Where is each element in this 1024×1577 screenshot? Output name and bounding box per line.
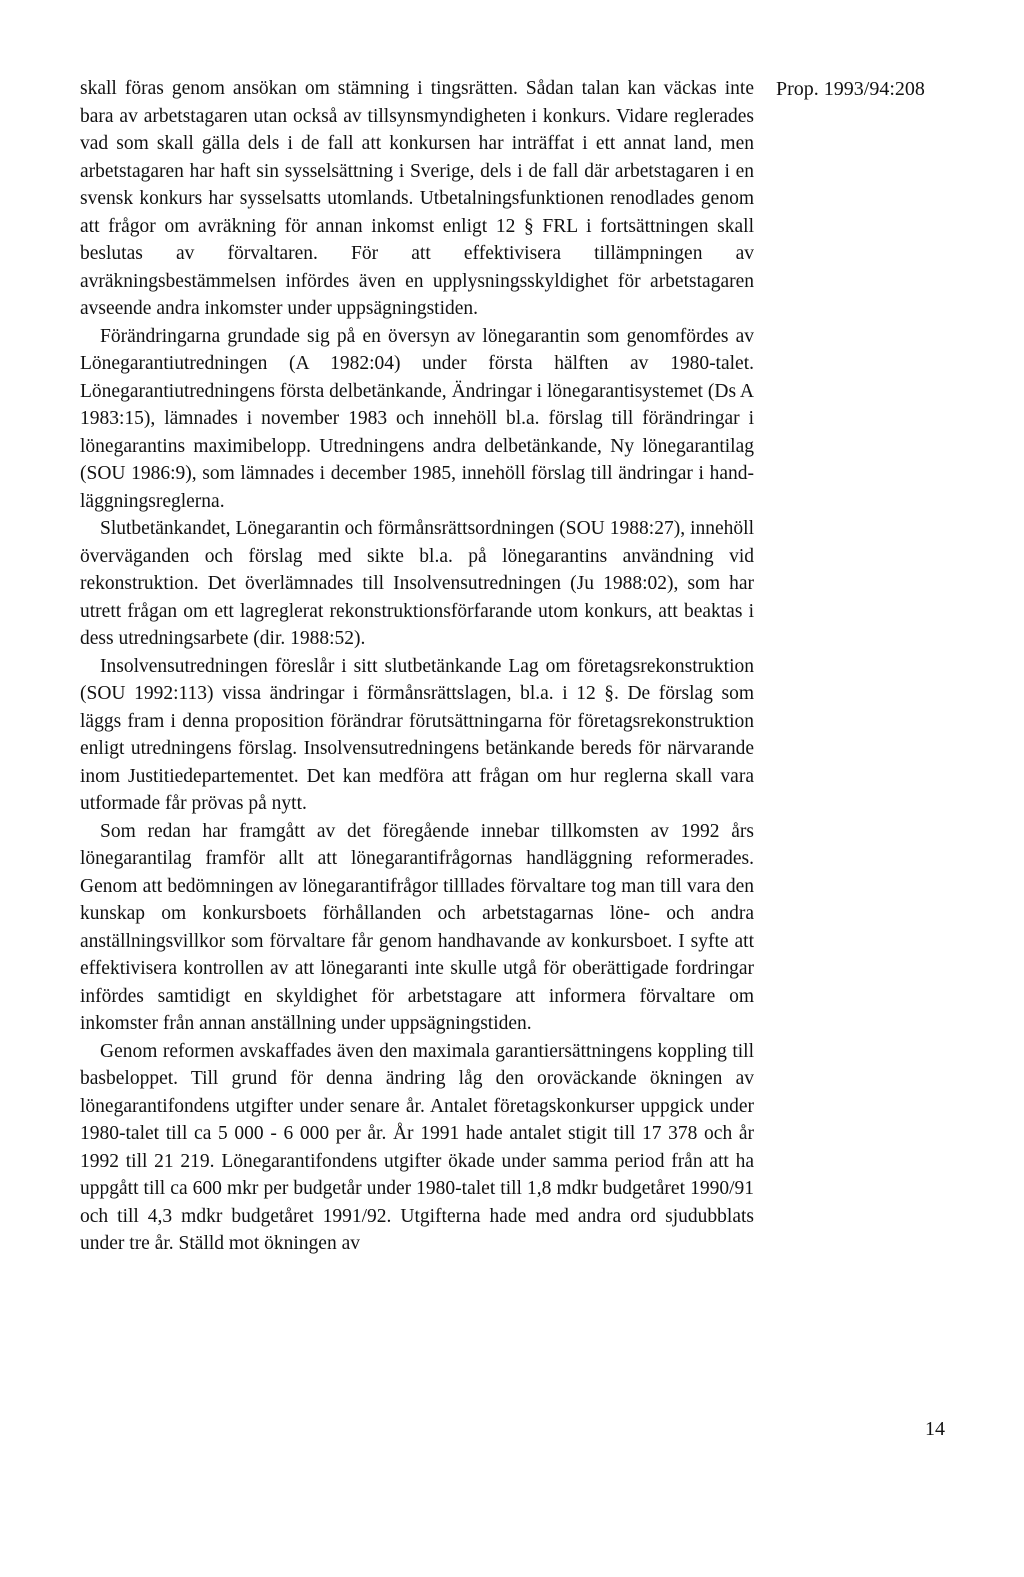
paragraph-slutbetankandet: Slutbetänkandet, Lönegarantin och förmånsrättsordningen (SOU 1988:27), innehöll överväganden och förslag med sikte bl.a. på lönegarantins användning vid rekonstruktion. Det överlämnades till Insolvensutredningen (Ju 1988:02), som har utrett frågan om ett lagreglerat rekonstruktionsförfarande utom konkurs, att beaktas i dess utredningsarbete (dir. 1988:52). xyxy=(80,518,754,649)
body-text xyxy=(80,75,754,1258)
paragraph-insolvensutredningen: Insolvensutredningen föreslår i sitt slutbetänkande Lag om företagsrekonstruktion (SOU 1992:113) vissa ändringar i förmånsrättslagen, bl.a. i 12 §. De förslag som läggs fram i denna proposition förändrar förutsättningarna för företagsrekonstruktion enligt utredningens förslag. Insolvensutredningens betänkande bereds för närvarande inom Justitiedepartementet. Det kan medföra att frågan om hur reglerna skall vara utformade får prövas på nytt. xyxy=(80,655,754,814)
page-number: 14 xyxy=(925,1418,945,1440)
paragraph-handlaggning-reform: Som redan har framgått av det föregående innebar tillkomsten av 1992 års lönegarantilag framför allt att lönegarantifrågornas handläggning reformerades. Genom att bedömningen av lönegarantifrågor tilllades förvaltare tog man till vara den kunskap om konkursboets förhållanden och arbetstagarnas löne- och andra anställningsvillkor som förvaltare får genom handhavande av konkursboet. I syfte att effektivisera kontrollen av att lönegaranti inte skulle utgå för oberättigade fordringar infördes samtidigt en skyldighet för arbetstagare att informera förvaltare om inkomster från annan anställning under uppsägningstiden. xyxy=(80,820,754,1034)
proposition-reference: Prop. 1993/94:208 xyxy=(776,78,925,100)
paragraph-lonegarantiutredningen: Förändringarna grundade sig på en översyn av lönegarantin som genomfördes av Lönegarantiutredningen (A 1982:04) under första hälften av 1980-talet. Lönegarantiutredningens första delbetänkande, Ändringar i lönegarantisystemet (Ds A 1983:15), lämnades i november 1983 och innehöll bl.a. förslag till förändringar i lönegarantins maximibelopp. Utredningens andra delbetänkande, Ny lönegarantilag (SOU 1986:9), som lämnades i december 1985, innehöll förslag till ändringar i handläggningsreglerna. xyxy=(80,325,754,512)
paragraph-basbelopp: Genom reformen avskaffades även den maximala garantiersättningens koppling till basbeloppet. Till grund för denna ändring låg den oroväckande ökningen av lönegarantifondens utgifter under senare år. Antalet företagskonkurser uppgick under 1980-talet till ca 5 000 - 6 000 per år. År 1991 hade antalet stigit till 17 378 och år 1992 till 21 219. Lönegarantifondens utgifter ökade under samma period från att ha uppgått till ca 600 mkr per budgetår under 1980-talet till 1,8 mdkr budgetåret 1990/91 och till 4,3 mdkr budgetåret 1991/92. Utgifterna hade med andra ord sjudubblats under tre år. Ställd mot ökningen av xyxy=(80,1040,754,1254)
paragraph-continuation: skall föras genom ansökan om stämning i tingsrätten. Sådan talan kan väckas inte bara av arbetstagaren utan också av tillsynsmyndigheten i konkurs. Vidare reglerades vad som skall gälla dels i de fall att konkursen har inträffat i ett annat land, men arbetstagaren har haft sin sysselsättning i Sverige, dels i de fall där arbetstagaren i en svensk konkurs har sysselsatts utomlands. Utbetalningsfunktionen renodlades genom att frågor om avräkning för annan inkomst enligt 12 § FRL i fortsättningen skall beslutas av förvaltaren. För att effektivisera tillämpningen av avräkningsbestämmelsen infördes även en upplysningsskyldighet för arbetstagaren avseende andra inkomster under uppsägningstiden. xyxy=(80,78,754,319)
